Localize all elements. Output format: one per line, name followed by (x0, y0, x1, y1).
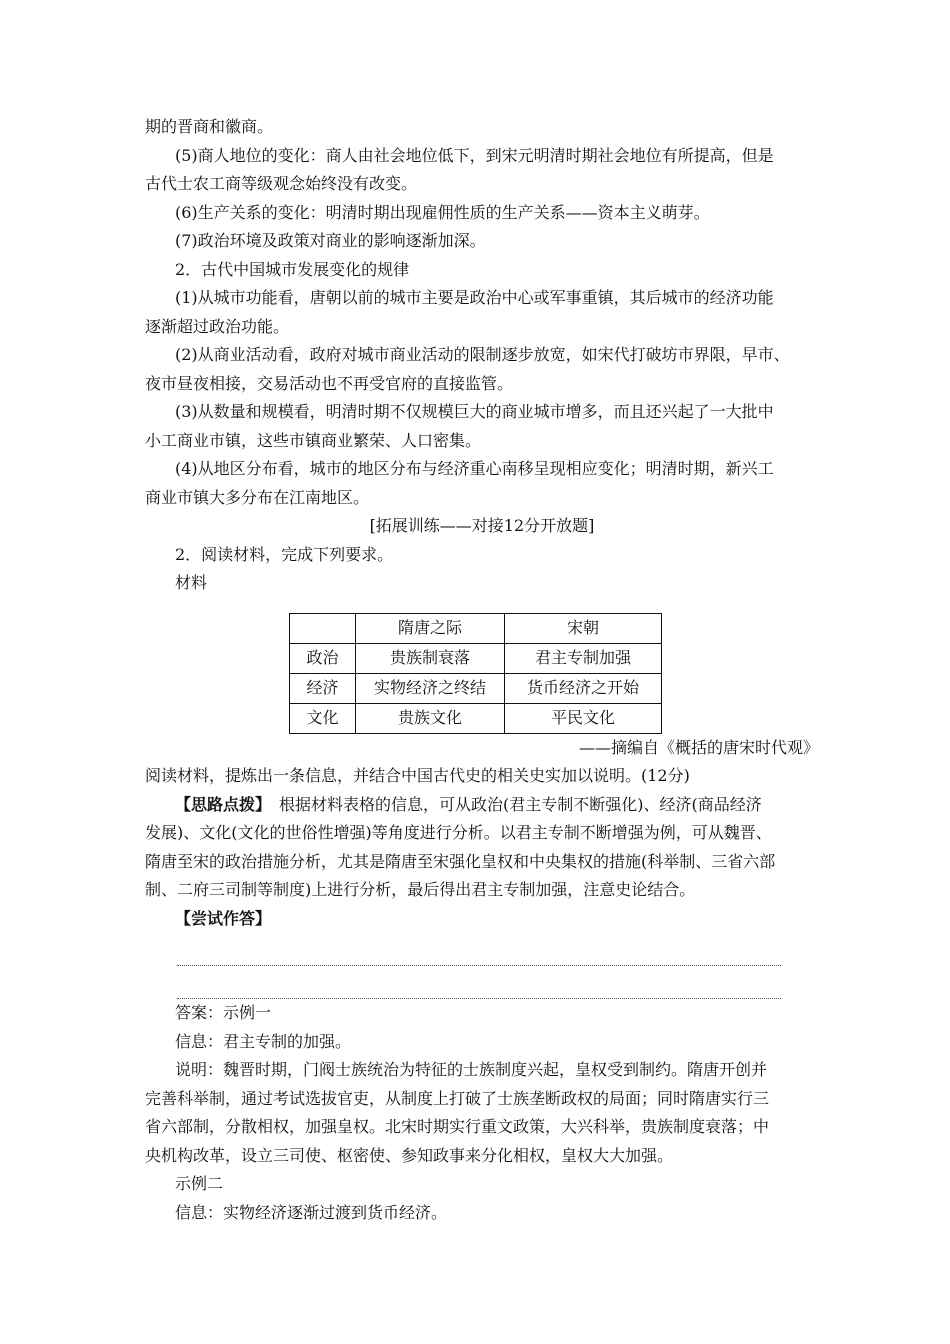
hint-label: 【思路点拨】 (175, 794, 264, 814)
answer-line: 示例二 (175, 1174, 224, 1193)
table-header-cell: 隋唐之际 (356, 613, 505, 643)
hint-line: 发展)、文化(文化的世俗性增强)等角度进行分析。以君主专制不断增强为例，可从魏晋、 (145, 823, 772, 842)
table-cell: 平民文化 (505, 703, 662, 733)
text-line: 古代士农工商等级观念始终没有改变。 (145, 174, 418, 193)
try-answer-label: 【尝试作答】 (175, 908, 272, 928)
text-line: (1)从城市功能看，唐朝以前的城市主要是政治中心或军事重镇，其后城市的经济功能 (175, 288, 774, 307)
text-line: (2)从商业活动看，政府对城市商业活动的限制逐步放宽，如宋代打破坊市界限，早市、 (175, 345, 790, 364)
table-cell: 政治 (290, 643, 356, 673)
question-task: 阅读材料，提炼出一条信息，并结合中国古代史的相关史实加以说明。(12分) (145, 766, 690, 785)
text-line: 小工商业市镇，这些市镇商业繁荣、人口密集。 (145, 430, 482, 450)
answer-blank-line[interactable] (177, 937, 781, 966)
table-source: ——摘编自《概括的唐宋时代观》 (578, 737, 819, 757)
table-header-cell: 宋朝 (505, 613, 662, 643)
material-table (289, 613, 662, 734)
answer-line: 说明：魏晋时期，门阀士族统治为特征的士族制度兴起，皇权受到制约。隋唐开创并 (175, 1060, 768, 1079)
table-header-cell (290, 613, 356, 643)
table-cell: 货币经济之开始 (505, 673, 662, 703)
text-line: (5)商人地位的变化：商人由社会地位低下，到宋元明清时期社会地位有所提高，但是 (175, 145, 774, 165)
answer-line: 央机构改革，设立三司使、枢密使、参知政事来分化相权，皇权大大加强。 (145, 1145, 674, 1165)
text-line: 期的晋商和徽商。 (145, 117, 274, 136)
section-heading: 2．古代中国城市发展变化的规律 (175, 259, 410, 279)
answer-line: 答案：示例一 (175, 1003, 272, 1022)
table-cell: 文化 (290, 703, 356, 733)
section-title: [拓展训练——对接12分开放题] (369, 516, 595, 535)
table-cell: 君主专制加强 (505, 643, 662, 673)
table-row (290, 643, 662, 673)
text-line: 夜市昼夜相接，交易活动也不再受官府的直接监管。 (145, 373, 514, 393)
table-row (290, 703, 662, 733)
hint-line: 制、二府三司制等制度)上进行分析，最后得出君主专制加强，注意史论结合。 (145, 880, 696, 899)
material-label: 材料 (175, 573, 208, 592)
text-line: 逐渐超过政治功能。 (145, 316, 290, 336)
answer-line: 信息：君主专制的加强。 (175, 1031, 352, 1051)
text-line: (3)从数量和规模看，明清时期不仅规模巨大的商业城市增多，而且还兴起了一大批中 (175, 402, 774, 421)
table-row (290, 673, 662, 703)
hint-line (145, 791, 819, 820)
table-cell: 实物经济之终结 (356, 673, 505, 703)
table-cell: 贵族文化 (356, 703, 505, 733)
page-content (145, 113, 819, 1227)
text-line: (6)生产关系的变化：明清时期出现雇佣性质的生产关系——资本主义萌芽。 (175, 202, 710, 222)
answer-blank-line[interactable] (177, 970, 781, 999)
question-intro: 2．阅读材料，完成下列要求。 (175, 544, 394, 564)
hint-line: 隋唐至宋的政治措施分析，尤其是隋唐至宋强化皇权和中央集权的措施(科举制、三省六部 (145, 851, 776, 871)
text-line: (7)政治环境及政策对商业的影响逐渐加深。 (175, 231, 486, 250)
answer-line: 信息：实物经济逐渐过渡到货币经济。 (175, 1202, 448, 1222)
table-cell: 经济 (290, 673, 356, 703)
answer-line: 省六部制，分散相权，加强皇权。北宋时期实行重文政策，大兴科举，贵族制度衰落；中 (145, 1117, 770, 1136)
text-line: (4)从地区分布看，城市的地区分布与经济重心南移呈现相应变化；明清时期，新兴工 (175, 459, 774, 478)
answer-line: 完善科举制，通过考试选拔官吏，从制度上打破了士族垄断政权的局面；同时隋唐实行三 (145, 1088, 770, 1108)
table-header-row (290, 613, 662, 643)
table-cell: 贵族制衰落 (356, 643, 505, 673)
hint-text: 根据材料表格的信息，可从政治(君主专制不断强化)、经济(商品经济 (263, 794, 762, 814)
text-line: 商业市镇大多分布在江南地区。 (145, 487, 370, 507)
